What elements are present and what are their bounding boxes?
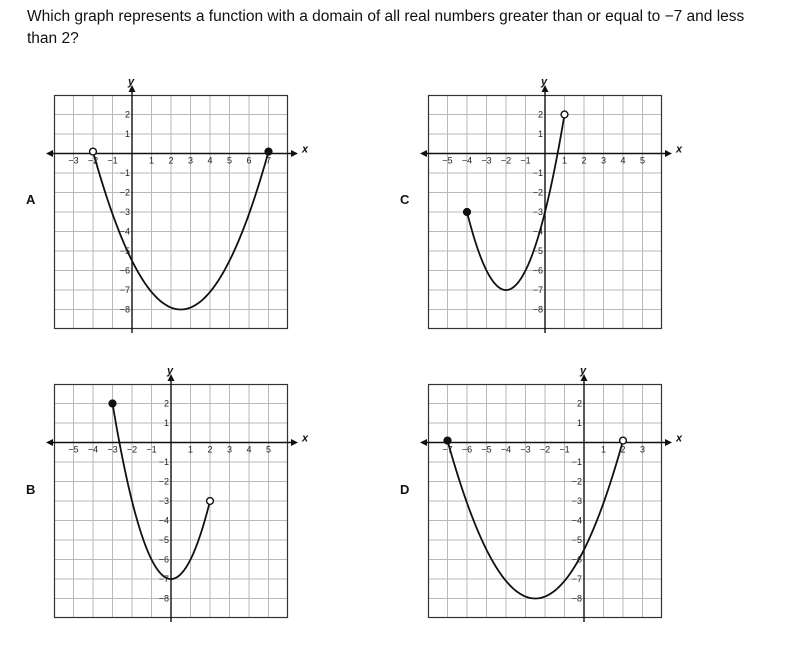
y-tick-label: −4 xyxy=(158,515,169,526)
x-tick-label: −1 xyxy=(559,444,570,455)
y-tick-label: −5 xyxy=(571,535,582,545)
x-axis-arrow xyxy=(665,439,672,446)
y-tick-label: 2 xyxy=(163,398,169,409)
y-tick-label: −6 xyxy=(532,265,543,276)
x-axis-label: x xyxy=(302,432,309,445)
parabola-curve xyxy=(448,441,624,599)
left-endpoint-open xyxy=(90,148,97,155)
x-tick-label: 3 xyxy=(187,155,194,166)
x-tick-label: −4 xyxy=(461,155,473,166)
x-tick-label: −1 xyxy=(107,155,118,166)
y-axis-label: y xyxy=(580,365,587,377)
y-tick-label: −3 xyxy=(158,496,169,506)
x-axis-arrow xyxy=(291,439,298,446)
left-endpoint-closed xyxy=(444,437,451,444)
right-endpoint-open xyxy=(620,437,627,444)
parabola-curve xyxy=(467,115,568,291)
x-tick-label: −5 xyxy=(68,444,79,455)
y-tick-label: 2 xyxy=(576,398,582,409)
y-tick-label: −7 xyxy=(532,285,543,295)
option-label-b[interactable]: B xyxy=(26,482,36,497)
y-tick-label: −4 xyxy=(571,515,582,526)
y-tick-label: −8 xyxy=(119,304,130,315)
coordinate-plane xyxy=(54,76,309,329)
y-tick-label: −5 xyxy=(119,246,130,256)
x-tick-label: 2 xyxy=(581,155,587,166)
y-tick-label: −2 xyxy=(532,187,543,198)
y-tick-label: −7 xyxy=(119,285,130,295)
x-tick-label: 1 xyxy=(561,155,568,166)
y-tick-label: −2 xyxy=(571,476,582,487)
x-tick-label: −1 xyxy=(146,444,157,455)
y-tick-label: −8 xyxy=(532,304,543,315)
x-tick-label: 1 xyxy=(600,444,607,455)
x-tick-label: −5 xyxy=(442,155,453,166)
right-endpoint-closed xyxy=(265,148,272,155)
question-text: Which graph represents a function with a domain of all real numbers greater than or equal to −7 and less than 2? xyxy=(27,8,745,47)
y-tick-label: −7 xyxy=(158,574,169,584)
y-tick-label: 1 xyxy=(576,418,582,428)
x-tick-label: −2 xyxy=(126,444,138,455)
y-tick-label: −1 xyxy=(119,168,130,178)
x-axis-label: x xyxy=(302,143,309,156)
left-endpoint-closed xyxy=(109,400,116,407)
coordinate-plane xyxy=(428,365,683,618)
x-tick-label: 5 xyxy=(226,155,233,166)
x-tick-label: 4 xyxy=(620,155,626,166)
x-tick-label: −4 xyxy=(500,444,512,455)
y-axis-label: y xyxy=(128,76,135,88)
option-label-a[interactable]: A xyxy=(26,192,36,207)
x-tick-label: −5 xyxy=(481,444,492,455)
x-tick-label: 2 xyxy=(168,155,174,166)
x-tick-label: −2 xyxy=(539,444,551,455)
y-tick-label: −3 xyxy=(532,207,543,217)
y-tick-label: −8 xyxy=(158,593,169,604)
x-tick-label: 5 xyxy=(265,444,272,455)
x-tick-label: 5 xyxy=(639,155,646,166)
x-tick-label: 4 xyxy=(207,155,213,166)
x-axis-arrow-left xyxy=(46,439,53,446)
y-tick-label: −6 xyxy=(158,554,169,565)
parabola-curve xyxy=(113,404,211,580)
graph-b[interactable] xyxy=(54,365,309,618)
y-tick-label: −6 xyxy=(119,265,130,276)
x-tick-label: −7 xyxy=(442,444,453,455)
y-tick-label: 1 xyxy=(537,129,543,139)
option-label-d[interactable]: D xyxy=(400,482,410,497)
y-tick-label: −1 xyxy=(158,457,169,467)
x-tick-label: −1 xyxy=(520,155,531,166)
option-label-c[interactable]: C xyxy=(400,192,410,207)
y-tick-label: −3 xyxy=(119,207,130,217)
x-axis-arrow-left xyxy=(420,439,427,446)
x-axis-arrow xyxy=(665,150,672,157)
x-axis-arrow xyxy=(291,150,298,157)
y-axis-label: y xyxy=(541,76,548,88)
x-axis-label: x xyxy=(676,143,683,156)
x-tick-label: −3 xyxy=(520,444,531,455)
x-tick-label: 3 xyxy=(639,444,646,455)
graph-c[interactable] xyxy=(428,76,683,329)
grid xyxy=(428,384,662,618)
x-tick-label: −2 xyxy=(500,155,512,166)
y-tick-label: −5 xyxy=(532,246,543,256)
y-tick-label: −2 xyxy=(158,476,169,487)
coordinate-plane xyxy=(428,76,683,329)
y-tick-label: −8 xyxy=(571,593,582,604)
x-tick-label: 1 xyxy=(187,444,194,455)
x-axis-label: x xyxy=(676,432,683,445)
x-tick-label: 4 xyxy=(246,444,252,455)
y-tick-label: −4 xyxy=(532,226,543,237)
y-tick-label: −6 xyxy=(571,554,582,565)
x-axis-arrow-left xyxy=(46,150,53,157)
x-tick-label: −3 xyxy=(68,155,79,166)
y-tick-label: −3 xyxy=(571,496,582,506)
x-tick-label: 1 xyxy=(148,155,155,166)
x-tick-label: 2 xyxy=(620,444,626,455)
right-endpoint-open xyxy=(207,498,214,505)
y-tick-label: −4 xyxy=(119,226,130,237)
y-tick-label: −1 xyxy=(571,457,582,467)
x-tick-label: 3 xyxy=(600,155,607,166)
x-tick-label: 2 xyxy=(207,444,213,455)
x-tick-label: −3 xyxy=(481,155,492,166)
y-tick-label: −7 xyxy=(571,574,582,584)
right-endpoint-open xyxy=(561,111,568,118)
x-tick-label: 6 xyxy=(246,155,252,166)
x-tick-label: −3 xyxy=(107,444,118,455)
graph-a[interactable] xyxy=(54,76,309,329)
y-tick-label: −2 xyxy=(119,187,130,198)
x-tick-label: −4 xyxy=(87,444,99,455)
x-axis-arrow-left xyxy=(420,150,427,157)
x-tick-label: 7 xyxy=(265,155,272,166)
x-tick-label: −6 xyxy=(461,444,473,455)
y-tick-label: 2 xyxy=(537,109,543,120)
y-tick-label: −5 xyxy=(158,535,169,545)
graph-d[interactable] xyxy=(428,365,683,618)
x-tick-label: 3 xyxy=(226,444,233,455)
x-tick-label: −2 xyxy=(87,155,99,166)
coordinate-plane xyxy=(54,365,309,618)
left-endpoint-closed xyxy=(464,209,471,216)
y-tick-label: −1 xyxy=(532,168,543,178)
y-tick-label: 1 xyxy=(163,418,169,428)
y-tick-label: 2 xyxy=(124,109,130,120)
y-axis-label: y xyxy=(167,365,174,377)
y-tick-label: 1 xyxy=(124,129,130,139)
grid xyxy=(54,95,288,329)
